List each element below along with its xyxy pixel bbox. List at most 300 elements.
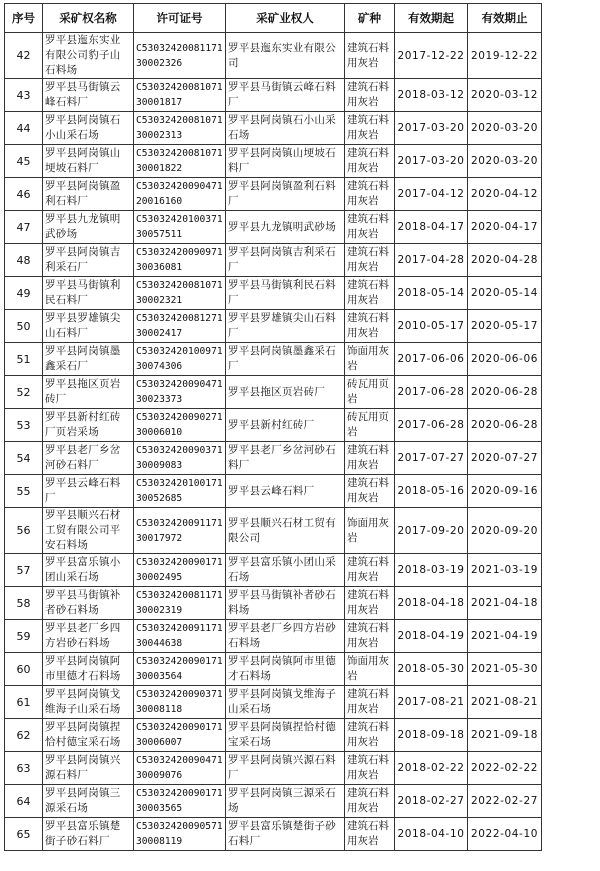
cell-name-text: 罗平县富乐镇楚街子砂石料厂 bbox=[45, 820, 121, 847]
cell-mineral bbox=[345, 554, 395, 587]
cell-permit bbox=[134, 79, 226, 112]
cell-no-text: 59 bbox=[16, 629, 31, 643]
cell-holder bbox=[226, 33, 345, 79]
cell-start bbox=[395, 343, 468, 376]
cell-holder-text: 罗平县阿岗镇盈利石料厂 bbox=[228, 180, 336, 207]
cell-start bbox=[395, 475, 468, 508]
cell-name bbox=[43, 343, 134, 376]
header-mineral: 矿种 bbox=[345, 4, 395, 33]
cell-permit-text: C5303242009097130036081 bbox=[136, 247, 223, 273]
cell-no bbox=[5, 33, 43, 79]
header-holder: 采矿业权人 bbox=[226, 4, 345, 33]
cell-name-text: 罗平县马街镇补者砂石料场 bbox=[45, 589, 121, 616]
cell-no-text: 63 bbox=[16, 761, 31, 775]
cell-end bbox=[468, 178, 542, 211]
cell-holder-text: 罗平县阿岗镇石小山采石场 bbox=[228, 114, 336, 141]
cell-no bbox=[5, 442, 43, 475]
cell-start-text: 2018-09-18 bbox=[397, 729, 465, 741]
cell-holder bbox=[226, 244, 345, 277]
cell-no bbox=[5, 475, 43, 508]
cell-no-text: 61 bbox=[16, 695, 31, 709]
mining-permit-table bbox=[4, 3, 542, 851]
cell-permit bbox=[134, 587, 226, 620]
cell-end-text: 2020-05-14 bbox=[470, 287, 539, 299]
cell-permit-text: C5303242009057130008119 bbox=[136, 821, 223, 847]
cell-permit-text: C5303242009027130006010 bbox=[136, 412, 223, 438]
cell-permit-text: C5303242009017130003565 bbox=[136, 788, 223, 814]
cell-mineral-text: 建筑石料用灰岩 bbox=[347, 180, 389, 207]
cell-permit bbox=[134, 244, 226, 277]
cell-mineral-text: 砖瓦用页岩 bbox=[347, 378, 389, 405]
cell-permit bbox=[134, 343, 226, 376]
cell-permit bbox=[134, 112, 226, 145]
cell-mineral bbox=[345, 376, 395, 409]
cell-permit bbox=[134, 376, 226, 409]
cell-end-text: 2020-03-20 bbox=[470, 122, 539, 134]
cell-permit-text: C5303242010037130057511 bbox=[136, 214, 223, 240]
cell-mineral bbox=[345, 310, 395, 343]
cell-end bbox=[468, 244, 542, 277]
cell-end bbox=[468, 343, 542, 376]
header-no: 序号 bbox=[5, 4, 43, 33]
cell-name-text: 罗平县老厂乡岔河砂石料厂 bbox=[45, 444, 121, 471]
cell-start bbox=[395, 277, 468, 310]
cell-start-text: 2018-04-10 bbox=[397, 828, 465, 840]
cell-mineral-text: 饰面用灰岩 bbox=[347, 516, 389, 544]
cell-no-text: 54 bbox=[16, 451, 31, 465]
cell-holder-text: 罗平县阿岗镇墨鑫采石厂 bbox=[228, 345, 336, 372]
cell-no-text: 49 bbox=[16, 286, 31, 300]
cell-permit-text: C5303242010097130074306 bbox=[136, 346, 223, 372]
header-end: 有效期止 bbox=[468, 4, 542, 33]
cell-no-text: 58 bbox=[16, 596, 31, 610]
cell-holder-text: 罗平县阿岗镇戈维海子山采石场 bbox=[228, 688, 336, 715]
cell-end-text: 2020-04-17 bbox=[470, 221, 539, 233]
cell-mineral-text: 建筑石料用灰岩 bbox=[347, 147, 389, 174]
cell-no bbox=[5, 686, 43, 719]
cell-no bbox=[5, 244, 43, 277]
cell-holder-text: 罗平县阿岗镇三源采石场 bbox=[228, 787, 336, 814]
cell-name bbox=[43, 33, 134, 79]
cell-holder-text: 罗平县阿岗镇阿市里德才石料场 bbox=[228, 655, 336, 682]
cell-name-text: 罗平县顺兴石材工贸有限公司平安石料场 bbox=[45, 509, 121, 551]
cell-holder-text: 罗平县马街镇利民石料厂 bbox=[228, 279, 336, 306]
cell-start-text: 2018-02-22 bbox=[397, 762, 465, 774]
cell-end bbox=[468, 79, 542, 112]
cell-end-text: 2021-03-19 bbox=[470, 564, 539, 576]
cell-end bbox=[468, 112, 542, 145]
cell-mineral bbox=[345, 475, 395, 508]
cell-start bbox=[395, 33, 468, 79]
cell-no-text: 52 bbox=[16, 385, 31, 399]
cell-name bbox=[43, 475, 134, 508]
cell-holder bbox=[226, 409, 345, 442]
cell-no bbox=[5, 376, 43, 409]
cell-permit bbox=[134, 785, 226, 818]
cell-holder-text: 罗平县迤东实业有限公司 bbox=[228, 41, 336, 69]
cell-holder bbox=[226, 376, 345, 409]
cell-name-text: 罗平县阿岗镇山埂坡石料厂 bbox=[45, 147, 121, 174]
cell-permit bbox=[134, 211, 226, 244]
cell-name-text: 罗平县拖区页岩砖厂 bbox=[45, 378, 121, 405]
cell-holder bbox=[226, 818, 345, 851]
cell-mineral-text: 建筑石料用灰岩 bbox=[347, 312, 389, 339]
cell-name-text: 罗平县新村红砖厂页岩采场 bbox=[45, 411, 121, 438]
cell-start bbox=[395, 178, 468, 211]
cell-permit bbox=[134, 310, 226, 343]
cell-mineral bbox=[345, 442, 395, 475]
cell-start bbox=[395, 508, 468, 554]
cell-name bbox=[43, 752, 134, 785]
cell-no bbox=[5, 343, 43, 376]
cell-holder-text: 罗平县阿岗镇兴源石料厂 bbox=[228, 754, 336, 781]
cell-name-text: 罗平县阿岗镇戈维海子山采石场 bbox=[45, 688, 121, 715]
cell-mineral-text: 建筑石料用灰岩 bbox=[347, 246, 389, 273]
cell-holder-text: 罗平县九龙镇明武砂场 bbox=[228, 220, 336, 233]
cell-holder-text: 罗平县阿岗镇吉利采石厂 bbox=[228, 246, 336, 273]
cell-no bbox=[5, 79, 43, 112]
cell-no-text: 50 bbox=[16, 319, 31, 333]
cell-mineral-text: 建筑石料用灰岩 bbox=[347, 41, 389, 69]
cell-end bbox=[468, 145, 542, 178]
cell-permit-text: C5303242009117130017972 bbox=[136, 517, 223, 544]
cell-start bbox=[395, 818, 468, 851]
cell-no-text: 46 bbox=[16, 187, 31, 201]
cell-name bbox=[43, 785, 134, 818]
cell-name bbox=[43, 145, 134, 178]
cell-end bbox=[468, 719, 542, 752]
cell-permit bbox=[134, 442, 226, 475]
cell-mineral-text: 建筑石料用灰岩 bbox=[347, 213, 389, 240]
cell-start-text: 2018-04-19 bbox=[397, 630, 465, 642]
cell-name bbox=[43, 310, 134, 343]
cell-end-text: 2021-04-19 bbox=[470, 630, 539, 642]
table-row bbox=[5, 752, 542, 785]
cell-name-text: 罗平县马街镇利民石料厂 bbox=[45, 279, 121, 306]
cell-holder-text: 罗平县马街镇云峰石料厂 bbox=[228, 81, 336, 108]
cell-end bbox=[468, 686, 542, 719]
cell-mineral bbox=[345, 409, 395, 442]
cell-permit bbox=[134, 508, 226, 554]
cell-permit bbox=[134, 653, 226, 686]
cell-start-text: 2010-05-17 bbox=[397, 320, 465, 332]
cell-holder-text: 罗平县拖区页岩砖厂 bbox=[228, 385, 326, 398]
cell-mineral-text: 建筑石料用灰岩 bbox=[347, 688, 389, 715]
cell-end-text: 2020-06-28 bbox=[470, 386, 539, 398]
cell-start bbox=[395, 376, 468, 409]
cell-holder-text: 罗平县阿岗镇山埂坡石料厂 bbox=[228, 147, 336, 174]
cell-mineral bbox=[345, 211, 395, 244]
header-name: 采矿权名称 bbox=[43, 4, 134, 33]
cell-permit bbox=[134, 818, 226, 851]
table-row bbox=[5, 277, 542, 310]
cell-holder-text: 罗平县富乐镇楚街子砂石料厂 bbox=[228, 820, 336, 847]
cell-start-text: 2018-02-27 bbox=[397, 795, 465, 807]
cell-permit-text: C5303242008107130002313 bbox=[136, 115, 223, 141]
cell-name bbox=[43, 409, 134, 442]
cell-holder-text: 罗平县新村红砖厂 bbox=[228, 418, 315, 431]
cell-permit-text: C5303242009017130002495 bbox=[136, 557, 223, 583]
table-row bbox=[5, 554, 542, 587]
cell-end bbox=[468, 818, 542, 851]
cell-holder bbox=[226, 79, 345, 112]
cell-mineral-text: 建筑石料用灰岩 bbox=[347, 589, 389, 616]
cell-start-text: 2017-03-20 bbox=[397, 122, 465, 134]
cell-start-text: 2018-03-19 bbox=[397, 564, 465, 576]
cell-holder bbox=[226, 475, 345, 508]
cell-permit-text: C5303242008117130002319 bbox=[136, 590, 223, 616]
cell-no-text: 64 bbox=[16, 794, 31, 808]
table-row bbox=[5, 343, 542, 376]
cell-mineral bbox=[345, 79, 395, 112]
cell-name bbox=[43, 719, 134, 752]
header-start: 有效期起 bbox=[395, 4, 468, 33]
page bbox=[4, 3, 542, 851]
cell-permit bbox=[134, 33, 226, 79]
cell-no bbox=[5, 112, 43, 145]
cell-no-text: 62 bbox=[16, 728, 31, 742]
cell-name bbox=[43, 112, 134, 145]
cell-name-text: 罗平县老厂乡四方岩砂石料场 bbox=[45, 622, 121, 649]
cell-start-text: 2017-06-28 bbox=[397, 386, 465, 398]
cell-permit bbox=[134, 409, 226, 442]
cell-permit-text: C5303242008107130001822 bbox=[136, 148, 223, 174]
cell-start bbox=[395, 211, 468, 244]
cell-no bbox=[5, 620, 43, 653]
cell-start-text: 2017-09-20 bbox=[397, 524, 465, 537]
table-row bbox=[5, 310, 542, 343]
cell-no-text: 56 bbox=[16, 524, 31, 537]
cell-holder-text: 罗平县马街镇补者砂石料场 bbox=[228, 589, 336, 616]
cell-name-text: 罗平县阿岗镇石小山采石场 bbox=[45, 114, 121, 141]
cell-holder bbox=[226, 554, 345, 587]
table-row bbox=[5, 442, 542, 475]
cell-mineral bbox=[345, 719, 395, 752]
cell-name-text: 罗平县迤东实业有限公司豹子山石料场 bbox=[45, 34, 121, 76]
cell-no-text: 57 bbox=[16, 563, 31, 577]
cell-start-text: 2017-07-27 bbox=[397, 452, 465, 464]
cell-end bbox=[468, 277, 542, 310]
cell-end-text: 2021-04-18 bbox=[470, 597, 539, 609]
cell-no-text: 60 bbox=[16, 662, 31, 676]
cell-mineral-text: 建筑石料用灰岩 bbox=[347, 622, 389, 649]
cell-no-text: 42 bbox=[16, 49, 31, 62]
cell-name-text: 罗平县九龙镇明武砂场 bbox=[45, 213, 121, 240]
cell-end-text: 2020-03-20 bbox=[470, 155, 539, 167]
cell-name bbox=[43, 653, 134, 686]
cell-start bbox=[395, 554, 468, 587]
table-row bbox=[5, 587, 542, 620]
cell-mineral bbox=[345, 145, 395, 178]
cell-start-text: 2018-05-16 bbox=[397, 485, 465, 497]
cell-start-text: 2018-04-17 bbox=[397, 221, 465, 233]
cell-mineral-text: 饰面用灰岩 bbox=[347, 655, 389, 682]
table-row bbox=[5, 145, 542, 178]
cell-permit bbox=[134, 178, 226, 211]
cell-start bbox=[395, 145, 468, 178]
cell-holder bbox=[226, 211, 345, 244]
cell-mineral bbox=[345, 343, 395, 376]
cell-permit-text: C5303242009047120016160 bbox=[136, 181, 223, 207]
cell-name-text: 罗平县阿岗镇三源采石场 bbox=[45, 787, 121, 814]
cell-mineral bbox=[345, 620, 395, 653]
cell-holder bbox=[226, 145, 345, 178]
cell-start-text: 2017-03-20 bbox=[397, 155, 465, 167]
cell-end bbox=[468, 554, 542, 587]
cell-end-text: 2020-04-28 bbox=[470, 254, 539, 266]
cell-permit-text: C5303242008107130002321 bbox=[136, 280, 223, 306]
cell-start bbox=[395, 653, 468, 686]
cell-no bbox=[5, 554, 43, 587]
cell-start-text: 2017-04-12 bbox=[397, 188, 465, 200]
cell-holder bbox=[226, 310, 345, 343]
cell-mineral bbox=[345, 33, 395, 79]
cell-name bbox=[43, 442, 134, 475]
cell-permit-text: C5303242009017130006007 bbox=[136, 722, 223, 748]
cell-permit-text: C5303242009117130044638 bbox=[136, 623, 223, 649]
cell-mineral-text: 建筑石料用灰岩 bbox=[347, 787, 389, 814]
cell-permit bbox=[134, 686, 226, 719]
cell-end bbox=[468, 211, 542, 244]
cell-holder-text: 罗平县老厂乡岔河砂石料厂 bbox=[228, 444, 336, 471]
cell-no bbox=[5, 818, 43, 851]
cell-name bbox=[43, 508, 134, 554]
cell-end bbox=[468, 508, 542, 554]
table-row bbox=[5, 79, 542, 112]
cell-name bbox=[43, 554, 134, 587]
cell-mineral-text: 建筑石料用灰岩 bbox=[347, 477, 389, 504]
cell-permit-text: C5303242008127130002417 bbox=[136, 313, 223, 339]
cell-name bbox=[43, 818, 134, 851]
cell-start bbox=[395, 79, 468, 112]
cell-mineral-text: 砖瓦用页岩 bbox=[347, 411, 389, 438]
cell-holder bbox=[226, 277, 345, 310]
cell-mineral-text: 建筑石料用灰岩 bbox=[347, 114, 389, 141]
cell-name bbox=[43, 211, 134, 244]
cell-no bbox=[5, 752, 43, 785]
cell-no-text: 48 bbox=[16, 253, 31, 267]
cell-start-text: 2018-04-18 bbox=[397, 597, 465, 609]
cell-end bbox=[468, 442, 542, 475]
cell-start bbox=[395, 785, 468, 818]
cell-start bbox=[395, 752, 468, 785]
cell-mineral bbox=[345, 785, 395, 818]
cell-no-text: 45 bbox=[16, 154, 31, 168]
cell-no bbox=[5, 178, 43, 211]
table-row bbox=[5, 508, 542, 554]
table-row bbox=[5, 33, 542, 79]
cell-permit-text: C5303242009037130009083 bbox=[136, 445, 223, 471]
cell-no bbox=[5, 508, 43, 554]
cell-end-text: 2022-04-10 bbox=[470, 828, 539, 840]
table-row bbox=[5, 719, 542, 752]
cell-end-text: 2022-02-27 bbox=[470, 795, 539, 807]
cell-holder bbox=[226, 785, 345, 818]
cell-permit-text: C5303242009037130008118 bbox=[136, 689, 223, 715]
cell-mineral bbox=[345, 587, 395, 620]
cell-end bbox=[468, 310, 542, 343]
cell-name bbox=[43, 587, 134, 620]
cell-end-text: 2020-03-12 bbox=[470, 89, 539, 101]
table-row bbox=[5, 244, 542, 277]
cell-end bbox=[468, 587, 542, 620]
cell-holder bbox=[226, 719, 345, 752]
cell-no-text: 65 bbox=[16, 827, 31, 841]
cell-no bbox=[5, 211, 43, 244]
cell-mineral-text: 建筑石料用灰岩 bbox=[347, 754, 389, 781]
cell-mineral-text: 饰面用灰岩 bbox=[347, 345, 389, 372]
cell-name-text: 罗平县阿岗镇吉利采石厂 bbox=[45, 246, 121, 273]
cell-permit bbox=[134, 145, 226, 178]
cell-end bbox=[468, 409, 542, 442]
cell-end bbox=[468, 376, 542, 409]
cell-end bbox=[468, 653, 542, 686]
cell-holder bbox=[226, 112, 345, 145]
cell-mineral bbox=[345, 818, 395, 851]
cell-end-text: 2020-04-12 bbox=[470, 188, 539, 200]
table-row bbox=[5, 620, 542, 653]
cell-end-text: 2019-12-22 bbox=[470, 49, 539, 62]
cell-no bbox=[5, 653, 43, 686]
cell-permit-text: C5303242009047130009076 bbox=[136, 755, 223, 781]
cell-start-text: 2017-08-21 bbox=[397, 696, 465, 708]
cell-name-text: 罗平县阿岗镇墨鑫采石厂 bbox=[45, 345, 121, 372]
cell-mineral-text: 建筑石料用灰岩 bbox=[347, 81, 389, 108]
cell-name-text: 罗平县罗雄镇尖山石料厂 bbox=[45, 312, 121, 339]
cell-start-text: 2017-06-28 bbox=[397, 419, 465, 431]
cell-start-text: 2018-05-14 bbox=[397, 287, 465, 299]
cell-start bbox=[395, 310, 468, 343]
cell-start-text: 2017-04-28 bbox=[397, 254, 465, 266]
cell-mineral-text: 建筑石料用灰岩 bbox=[347, 444, 389, 471]
table-row bbox=[5, 686, 542, 719]
cell-name bbox=[43, 244, 134, 277]
cell-permit-text: C5303242008107130001817 bbox=[136, 82, 223, 108]
cell-mineral bbox=[345, 277, 395, 310]
cell-start-text: 2018-05-30 bbox=[397, 663, 465, 675]
cell-start-text: 2018-03-12 bbox=[397, 89, 465, 101]
cell-mineral bbox=[345, 508, 395, 554]
cell-end bbox=[468, 785, 542, 818]
cell-end-text: 2022-02-22 bbox=[470, 762, 539, 774]
table-row bbox=[5, 475, 542, 508]
cell-end-text: 2020-07-27 bbox=[470, 452, 539, 464]
header-row bbox=[5, 4, 542, 33]
table-row bbox=[5, 409, 542, 442]
cell-name-text: 罗平县阿岗镇捏恰村德宝采石场 bbox=[45, 721, 121, 748]
table-row bbox=[5, 653, 542, 686]
cell-name bbox=[43, 686, 134, 719]
cell-start bbox=[395, 587, 468, 620]
cell-no bbox=[5, 310, 43, 343]
cell-mineral bbox=[345, 752, 395, 785]
cell-start bbox=[395, 409, 468, 442]
cell-no bbox=[5, 409, 43, 442]
cell-name-text: 罗平县阿岗镇兴源石料厂 bbox=[45, 754, 121, 781]
cell-permit bbox=[134, 475, 226, 508]
cell-no-text: 51 bbox=[16, 352, 31, 366]
cell-mineral bbox=[345, 244, 395, 277]
cell-holder bbox=[226, 620, 345, 653]
cell-permit-text: C5303242008117130002326 bbox=[136, 42, 223, 69]
cell-name-text: 罗平县云峰石料厂 bbox=[45, 477, 121, 504]
cell-holder-text: 罗平县富乐镇小团山采石场 bbox=[228, 556, 336, 583]
cell-permit-text: C5303242009017130003564 bbox=[136, 656, 223, 682]
cell-end-text: 2020-09-20 bbox=[470, 524, 539, 537]
cell-permit-text: C5303242010017130052685 bbox=[136, 478, 223, 504]
cell-start bbox=[395, 620, 468, 653]
cell-no bbox=[5, 277, 43, 310]
